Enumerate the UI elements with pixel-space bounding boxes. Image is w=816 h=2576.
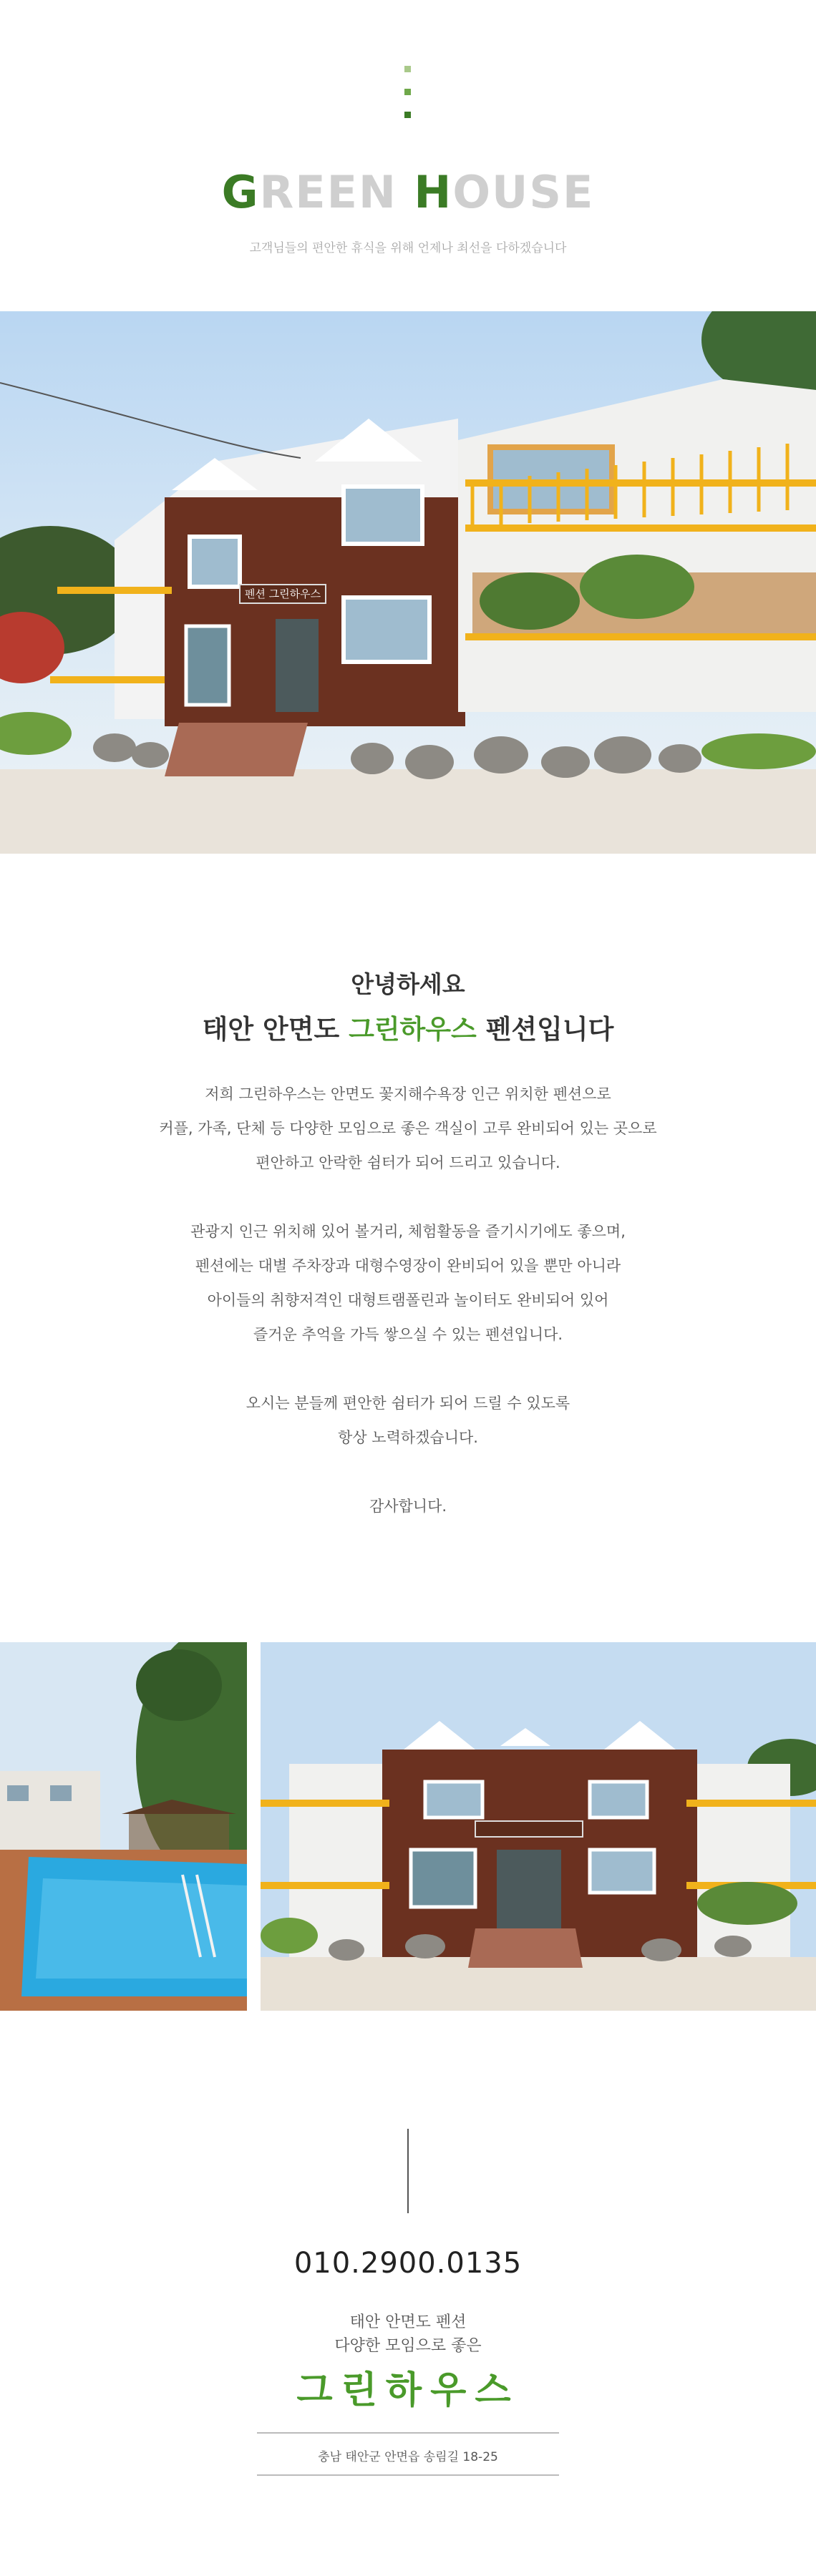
intro-paragraph-1: 저희 그린하우스는 안면도 꽃지해수욕장 인근 위치한 펜션으로 커플, 가족, 단체 등 다양한 모임으로 좋은 객실이 고루 완비되어 있는 곳으로 편안하고 안락한 쉼터가 되어 드리고 있습니다. [159,1085,657,1171]
greeting: 안녕하세요 [351,970,465,998]
contact-line-1: 태안 안면도 펜션 [349,2313,467,2331]
contact-line-2: 다양한 모임으로 좋은 [334,2337,482,2355]
intro-paragraph-2: 관광지 인근 위치해 있어 볼거리, 체험활동을 즐기시기에도 좋으며, 펜션에는 대별 주차장과 대형수영장이 완비되어 있을 뿐만 아니라 아이들의 취향저격인 대형트램폴린과 놀이터도 완비되어 있어 즐거운 추억을 가득 쌓으실 수 있는 펜션입니다. [190,1223,626,1343]
address-bottom-rule [257,2474,559,2476]
logo: GREEN HOUSE [221,166,595,218]
brand-name: 그린하우스 [296,2369,520,2412]
address: 충남 태안군 안면읍 송림길 18-25 [318,2450,498,2464]
contact-divider-line [407,2129,409,2213]
intro-thanks: 감사합니다. [369,1498,447,1515]
house-facade-photo [261,1642,816,2011]
phone-number[interactable]: 010.2900.0135 [293,2247,523,2280]
tagline: 고객님들의 편안한 휴식을 위해 언제나 최선을 다하겠습니다 [249,241,567,255]
house-sign-text: 펜션 그린하우스 [244,587,321,600]
pool-photo [0,1642,247,2011]
top-divider-dots [404,66,412,135]
house-front-photo [0,311,816,854]
intro-headline: 태안 안면도 그린하우스 펜션입니다 [202,1014,614,1045]
address-top-rule [257,2432,559,2434]
intro-paragraph-3: 오시는 분들께 편안한 쉼터가 되어 드릴 수 있도록 항상 노력하겠습니다. [246,1395,570,1446]
